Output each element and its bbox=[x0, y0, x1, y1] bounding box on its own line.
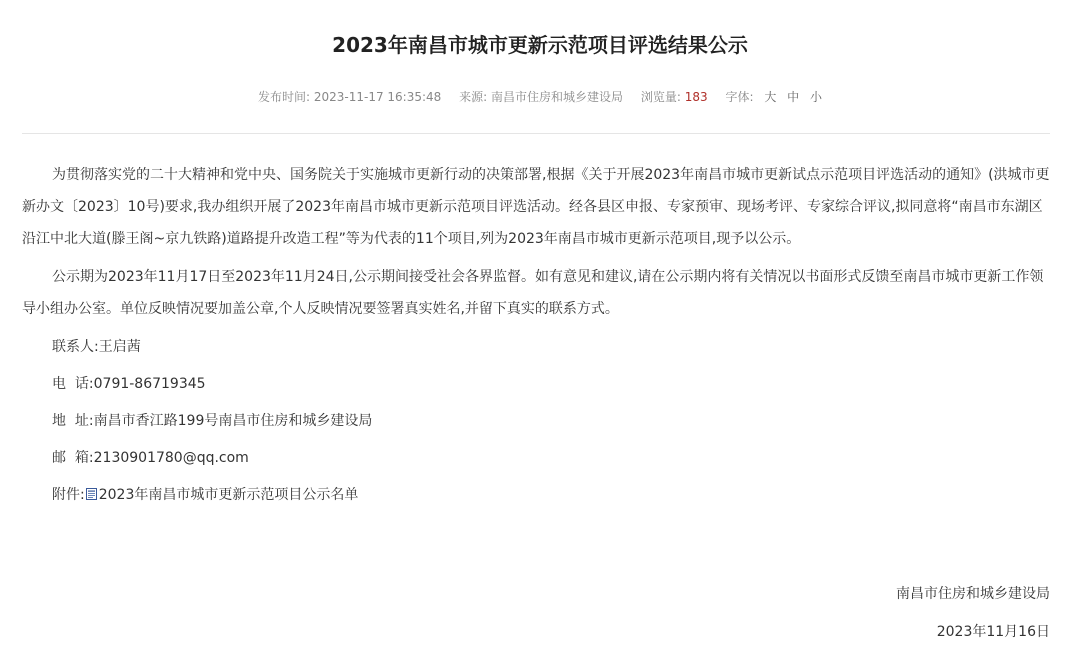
source-label: 来源: bbox=[459, 90, 488, 104]
font-small-button[interactable]: 小 bbox=[810, 90, 823, 104]
header-divider bbox=[22, 133, 1050, 134]
source-value: 南昌市住房和城乡建设局 bbox=[491, 90, 624, 104]
publish-time: 2023-11-17 16:35:48 bbox=[313, 90, 442, 104]
contact-email-value: 2130901780@qq.com bbox=[93, 450, 249, 466]
publish-label: 发布时间: bbox=[257, 90, 311, 104]
contact-address-value: 南昌市香江路199号南昌市住房和城乡建设局 bbox=[93, 413, 373, 429]
attachment-link[interactable] bbox=[85, 487, 359, 503]
contact-phone-label: 电 话: bbox=[52, 376, 94, 392]
contact-address-label: 地 址: bbox=[52, 413, 94, 429]
body-paragraph-1: 为贯彻落实党的二十大精神和党中央、国务院关于实施城市更新行动的决策部署,根据《关于开展2023年南昌市城市更新试点示范项目评选活动的通知》(洪城市更新办文〔2023〕10号)要求,我办组织开展了2023年南昌市城市更新示范项目评选活动。经各县区申报、专家预审、现场考评、专家综合评议,拟同意将“南昌市东湖区沿江中北大道(滕王阁~京九铁路)道路提升改造工程”等为代表的11个项目,列为2023年南昌市城市更新示范项目,现予以公示。 bbox=[22, 167, 1050, 247]
signature-org: 南昌市住房和城乡建设局 bbox=[896, 586, 1050, 602]
contact-person-label: 联系人: bbox=[52, 339, 99, 355]
attachment-name: 2023年南昌市城市更新示范项目公示名单 bbox=[98, 487, 359, 503]
views-label: 浏览量: bbox=[640, 90, 681, 104]
font-size-label: 字体: bbox=[725, 90, 754, 104]
contact-address bbox=[52, 405, 1050, 437]
page-title: 2023年南昌市城市更新示范项目评选结果公示 bbox=[332, 33, 748, 57]
signature-date: 2023年11月16日 bbox=[936, 624, 1050, 640]
contact-email-label: 邮 箱: bbox=[52, 450, 94, 466]
contact-person-value: 王启茜 bbox=[98, 339, 141, 355]
article-meta bbox=[0, 87, 1080, 107]
contact-person bbox=[52, 331, 1050, 363]
article-body bbox=[22, 159, 1050, 516]
contact-phone-value: 0791-86719345 bbox=[93, 376, 206, 392]
document-icon bbox=[86, 488, 97, 500]
views-count: 183 bbox=[684, 90, 708, 104]
contact-email bbox=[52, 442, 1050, 474]
body-paragraph-2: 公示期为2023年11月17日至2023年11月24日,公示期间接受社会各界监督。如有意见和建议,请在公示期内将有关情况以书面形式反馈至南昌市城市更新工作领导小组办公室。单位反映情况要加盖公章,个人反映情况要签署真实姓名,并留下真实的联系方式。 bbox=[22, 269, 1044, 317]
font-large-button[interactable]: 大 bbox=[764, 90, 777, 104]
attachment-label: 附件: bbox=[52, 487, 85, 503]
attachment bbox=[52, 479, 1050, 511]
contact-phone bbox=[52, 368, 1050, 400]
font-medium-button[interactable]: 中 bbox=[787, 90, 800, 104]
